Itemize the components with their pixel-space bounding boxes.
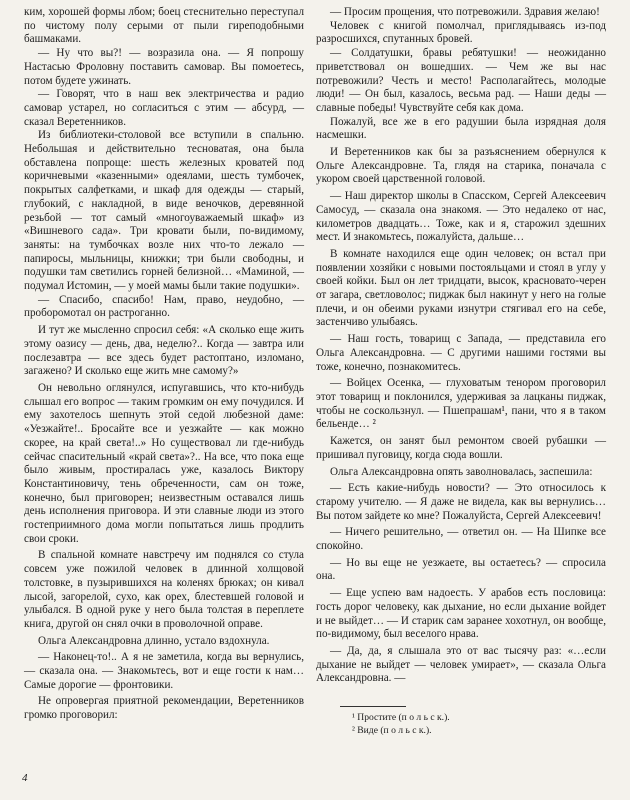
paragraph: Пожалуй, все же в его радушии была изрядная доля насмешки. bbox=[316, 115, 606, 142]
paragraph: И Веретенников как бы за разъяснением обернулся к Ольге Александровне. Та, глядя на старика, поначала с укором своей царственной головой. bbox=[316, 146, 606, 186]
paragraph: И тут же мысленно спросил себя: «А сколько еще жить этому оазису — день, два, неделю?.. Когда — завтра или послезавтра — все здесь будет растоптано, изломано, загажено? И сколько еще жить мне самому?» bbox=[24, 324, 304, 378]
footnote-2: ² Виде (п о л ь с к.). bbox=[352, 724, 432, 736]
paragraph: Человек с книгой помолчал, приглядываясь из-под разросшихся, спутанных бровей. bbox=[316, 19, 606, 46]
right-text-column bbox=[316, 6, 606, 686]
paragraph: — Просим прощения, что потревожили. Здравия желаю! bbox=[330, 6, 600, 18]
page-number: 4 bbox=[22, 772, 28, 784]
paragraph: — Еще успею вам надоесть. У арабов есть пословица: гость дорог человеку, как дыхание, но если дыхание войдет и не выйдет… — И старик сам заранее хохотнул, он вообще, по-видимому, был веселого нрава. bbox=[316, 587, 606, 641]
paragraph: — Говорят, что в наш век электричества и радио самовар устарел, но согласиться с этим — абсурд, — сказал Веретенников. bbox=[24, 88, 304, 128]
paragraph: — Наконец-то!.. А я не заметила, когда вы вернулись, — сказала она. — Знакомьтесь, вот и еще гости к нам… Самые дорогие — фронтовики. bbox=[24, 651, 304, 691]
paragraph: — Ничего решительно, — ответил он. — На Шипке все спокойно. bbox=[316, 526, 606, 553]
paragraph: В спальной комнате навстречу им поднялся со стула совсем уже пожилой человек в длинной холщовой толстовке, в пузырившихся на коленях брюках; он кивал лысой, загорелой, сухо, как орех, блестевшей головой и улыбался. В одной руке у него была толстая в переплете книга, другой он снял очки в проволочной оправе. bbox=[24, 549, 304, 630]
paragraph: — Наш директор школы в Спасском, Сергей Алексеевич Самосуд, — сказала она знакомя. — Это недалеко от нас, километров двадцать… Тоже, как и я, старожил здешних мест. И знакомьтесь, пожалуйста, дальше… bbox=[316, 190, 606, 244]
paragraph: — Да, да, я слышала это от вас тысячу раз: «…если дыхание не выйдет — человек умирает», — сказала Ольга Александровна. — bbox=[316, 644, 606, 685]
paragraph: В комнате находился еще один человек; он встал при появлении хозяйки с новыми постояльцами и стоял в углу у своей койки. Был он лет тридцати, высок, красновато-черен от загара, светловолос; пиджак был накинут у него на голые плечи, и он обеими руками изнутри стягивал его на себе, застенчиво улыбаясь. bbox=[316, 247, 606, 329]
paragraph: Кажется, он занят был ремонтом своей рубашки — пришивал пуговицу, когда сюда вошли. bbox=[316, 435, 606, 461]
paragraph: Из библиотеки-столовой все вступили в спальню. Небольшая и действительно тесноватая, она была обставлена попроще: шесть железных кроватей под коричневыми «казенными» одеялами, шесть тумбочек, покрытых салфетками, и шкаф для одежды — старый, глубокий, с накладной, в виде веночков, деревянной резьбой — тот самый «многоуважаемый шкаф» из «Вишневого сада». Три кровати были, по-видимому, заняты: на тумбочках возле них что-то лежало — папиросы, мыльницы, книжки; три были свободны, и подушки там светились горней белизной… «Маминой, — подумал Истомин, — у моей мамы были такие подушки». bbox=[24, 129, 304, 293]
paragraph: — Наш гость, товарищ с Запада, — представила его Ольга Александровна. — С другими нашими гостями вы тоже, конечно, познакомитесь. bbox=[316, 333, 606, 373]
paragraph: — Солдатушки, бравы ребятушки! — неожиданно приветствовал он вошедших. — Чем же вы нас потревожили? Честь и место! Располагайтесь, молодые люди! — Он был, казалось, весьма рад. — Наши деды — славные победы! Чувствуйте себя как дома. bbox=[316, 47, 606, 114]
paragraph: — Есть какие-нибудь новости? — Это относилось к старому учителю. — Я даже не видела, как вы вернулись… Вы потом зайдете ко мне? Пожалуйста, Сергей Алексеевич! bbox=[316, 482, 606, 522]
paragraph: — Но вы еще не уезжаете, вы остаетесь? — спросила она. bbox=[316, 556, 606, 583]
footnote-1: ¹ Простите (п о л ь с к.). bbox=[352, 712, 450, 723]
left-text-column bbox=[24, 6, 304, 723]
paragraph: — Войцех Осенка, — глуховатым тенором проговорил этот товарищ и поклонился, удерживая за лацканы пиджак, чтобы не соскользнул. — Пшепрашам¹, пани, что я в таком бельенде… ² bbox=[316, 377, 606, 431]
paragraph: Ольга Александровна длинно, устало вздохнула. bbox=[38, 634, 270, 647]
footnote-separator bbox=[340, 706, 406, 707]
paragraph: — Ну что вы?! — возразила она. — Я попрошу Настасью Фроловну поставить самовар. Вы помоетесь, потом будете ужинать. bbox=[24, 47, 304, 87]
paragraph: Не опровергая приятной рекомендации, Веретенников громко проговорил: bbox=[24, 695, 304, 722]
paragraph: ким, хорошей формы лбом; боец стеснительно переступал по чистому полу серыми от пыли гиреподобными башмаками. bbox=[24, 6, 304, 46]
paragraph: Он невольно оглянулся, испугавшись, что кто-нибудь слышал его вопрос — таким громким он ему почудился. И ему захотелось шепнуть этой седой любезной даме: «Уезжайте!.. Бросайте все и уезжайте — как можно скорее, на край света!..» Но существовал ли где-нибудь сейчас спасительный «край света»?.. На все, что пока еще было живым, простиралась уже, казалось Виктору Константиновичу, тень обреченности, сам он тоже, конечно, был приговорен; неизвестным оставался лишь день исполнения приговора. И эти славные люди из этого гостеприимного дома могли попытаться лишь продлить свои сроки. bbox=[24, 381, 304, 545]
paragraph: Ольга Александровна опять заволновалась, заспешила: bbox=[330, 465, 593, 478]
paragraph: — Спасибо, спасибо! Нам, право, неудобно, — проборомотал он растроганно. bbox=[24, 293, 304, 320]
footnotes bbox=[352, 712, 602, 737]
